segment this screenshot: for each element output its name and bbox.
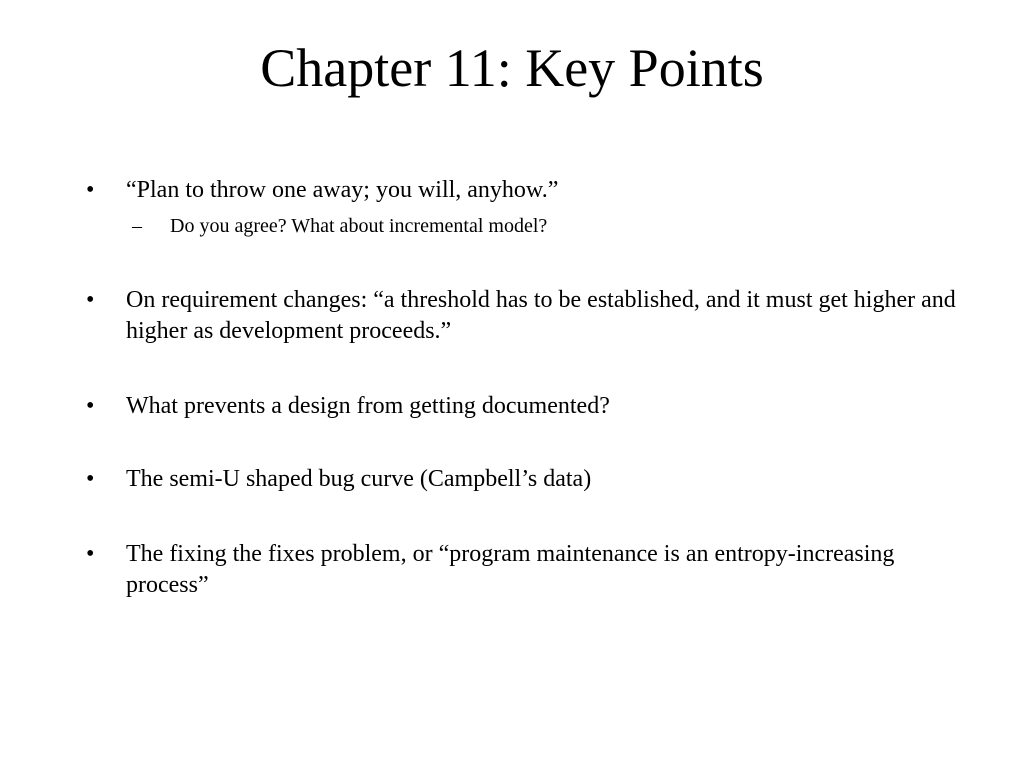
bullet-item-4 [86,464,966,495]
bullet-text: The fixing the fixes problem, or “program maintenance is an entropy-increasing process” [126,541,895,598]
sub-bullet-item-1 [132,213,952,239]
bullet-marker: • [86,177,95,203]
bullet-text: On requirement changes: “a threshold has to be established, and it must get higher and higher as development proceeds.” [126,287,956,344]
bullet-text: The semi-U shaped bug curve (Campbell’s data) [126,466,592,492]
bullet-marker: • [86,541,95,567]
bullet-marker: • [86,287,95,313]
sub-bullet-marker: – [132,215,142,237]
bullet-item-3 [86,391,966,422]
bullet-item-1 [86,175,966,206]
bullet-marker: • [86,393,95,419]
sub-bullet-text: Do you agree? What about incremental model? [170,215,548,237]
bullet-text: “Plan to throw one away; you will, anyhow.” [126,177,559,203]
bullet-item-2 [86,285,966,347]
bullet-marker: • [86,466,95,492]
bullet-text: What prevents a design from getting documented? [126,393,610,419]
slide-title: Chapter 11: Key Points [260,38,764,98]
bullet-item-5 [86,539,966,601]
